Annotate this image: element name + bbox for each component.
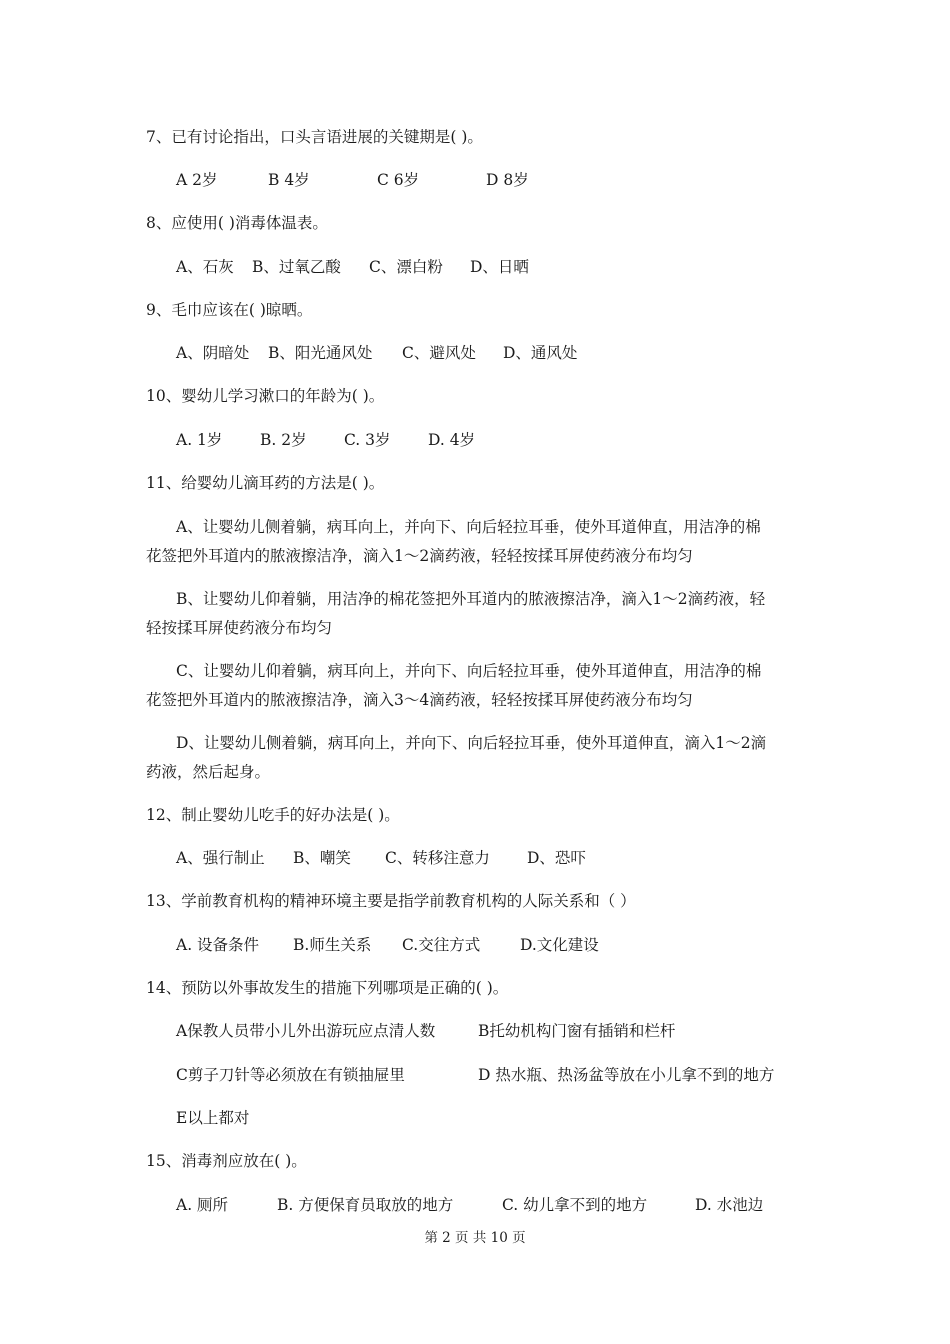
q14-option-e: E以上都对 <box>176 1109 250 1127</box>
q13-option-c: C.交往方式 <box>402 936 481 954</box>
q12-option-c: C、转移注意力 <box>385 849 490 867</box>
question-13-stem: 13、学前教育机构的精神环境主要是指学前教育机构的人际关系和（ ） <box>146 892 636 910</box>
q11-option-d-line-1: D、让婴幼儿侧着躺，病耳向上，并向下、向后轻拉耳垂，使外耳道伸直，滴入1～2滴 <box>176 734 767 752</box>
question-9-stem: 9、毛巾应该在( )晾晒。 <box>146 301 313 319</box>
q15-option-a: A. 厕所 <box>176 1196 229 1214</box>
q8-option-a: A、石灰 <box>176 258 234 276</box>
question-14-stem: 14、预防以外事故发生的措施下列哪项是正确的( )。 <box>146 979 509 997</box>
q10-option-c: C. 3岁 <box>344 431 391 449</box>
q11-option-a-line-1: A、让婴幼儿侧着躺，病耳向上，并向下、向后轻拉耳垂，使外耳道伸直，用洁净的棉 <box>176 518 761 536</box>
q13-option-d: D.文化建设 <box>520 936 599 954</box>
question-11-stem: 11、给婴幼儿滴耳药的方法是( )。 <box>146 474 385 492</box>
question-12-stem: 12、制止婴幼儿吃手的好办法是( )。 <box>146 806 400 824</box>
question-10-options <box>176 430 496 450</box>
page-number-footer: 第 2 页 共 10 页 <box>424 1230 526 1246</box>
q10-option-a: A. 1岁 <box>176 431 223 449</box>
q9-option-d: D、通风处 <box>503 344 578 362</box>
q13-option-a: A. 设备条件 <box>176 936 260 954</box>
q15-option-d: D. 水池边 <box>695 1196 764 1214</box>
q13-option-b: B.师生关系 <box>293 936 372 954</box>
q11-option-b-line-2: 轻按揉耳屏使药液分布均匀 <box>146 619 333 637</box>
question-12-options <box>176 848 596 868</box>
q12-option-b: B、嘲笑 <box>293 849 351 867</box>
q14-option-d: D 热水瓶、热汤盆等放在小儿拿不到的地方 <box>478 1066 775 1084</box>
q11-option-a-line-2: 花签把外耳道内的脓液擦洁净，滴入1～2滴药液，轻轻按揉耳屏使药液分布均匀 <box>146 547 693 565</box>
q9-option-a: A、阴暗处 <box>176 344 250 362</box>
question-10-stem: 10、婴幼儿学习漱口的年龄为( )。 <box>146 387 385 405</box>
q14-option-a: A保教人员带小儿外出游玩应点清人数 <box>176 1022 436 1040</box>
question-7-options <box>176 170 576 190</box>
q11-option-d-line-2: 药液，然后起身。 <box>146 763 271 781</box>
q7-option-d: D 8岁 <box>486 171 529 189</box>
question-9-options <box>176 343 596 363</box>
q9-option-c: C、避风处 <box>402 344 476 362</box>
question-7-stem: 7、已有讨论指出，口头言语进展的关键期是( )。 <box>146 128 483 146</box>
q12-option-d: D、恐吓 <box>527 849 586 867</box>
q11-option-c-line-1: C、让婴幼儿仰着躺，病耳向上，并向下、向后轻拉耳垂，使外耳道伸直，用洁净的棉 <box>176 662 762 680</box>
question-15-options <box>176 1195 796 1215</box>
question-13-options <box>176 935 616 955</box>
q7-option-b: B 4岁 <box>268 171 310 189</box>
q8-option-d: D、日晒 <box>470 258 529 276</box>
q11-option-b-line-1: B、让婴幼儿仰着躺，用洁净的棉花签把外耳道内的脓液擦洁净，滴入1～2滴药液，轻 <box>176 590 766 608</box>
q10-option-d: D. 4岁 <box>428 431 476 449</box>
q9-option-b: B、阳光通风处 <box>268 344 373 362</box>
q10-option-b: B. 2岁 <box>260 431 307 449</box>
q14-option-b: B托幼机构门窗有插销和栏杆 <box>478 1022 676 1040</box>
question-8-stem: 8、应使用( )消毒体温表。 <box>146 214 328 232</box>
q15-option-c: C. 幼儿拿不到的地方 <box>502 1196 648 1214</box>
q11-option-c-line-2: 花签把外耳道内的脓液擦洁净，滴入3～4滴药液，轻轻按揉耳屏使药液分布均匀 <box>146 691 693 709</box>
q8-option-c: C、漂白粉 <box>369 258 443 276</box>
q14-option-c: C剪子刀针等必须放在有锁抽屉里 <box>176 1066 405 1084</box>
q8-option-b: B、过氧乙酸 <box>252 258 341 276</box>
q7-option-a: A 2岁 <box>176 171 218 189</box>
q7-option-c: C 6岁 <box>377 171 420 189</box>
question-8-options <box>176 257 576 277</box>
q15-option-b: B. 方便保育员取放的地方 <box>277 1196 454 1214</box>
q12-option-a: A、强行制止 <box>176 849 265 867</box>
question-15-stem: 15、消毒剂应放在( )。 <box>146 1152 307 1170</box>
